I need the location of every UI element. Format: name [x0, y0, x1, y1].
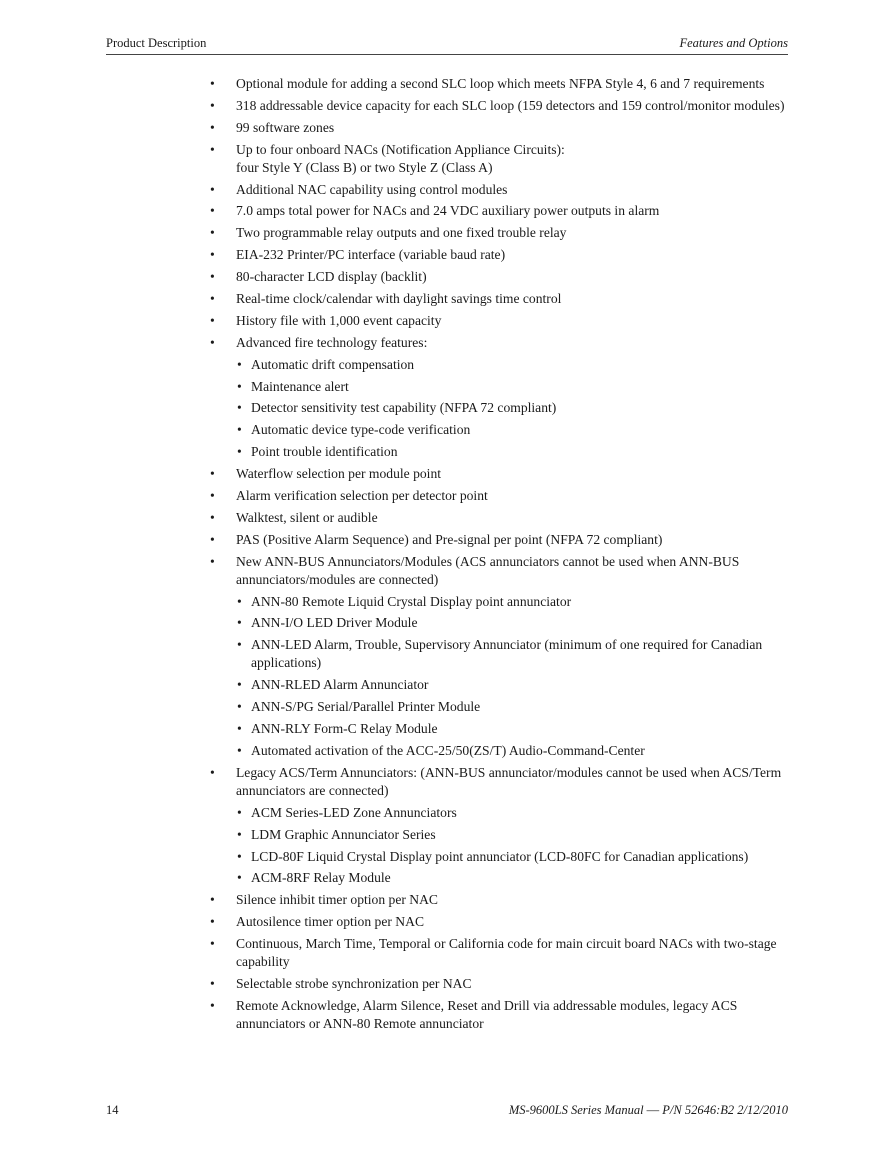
sub-list-item: • Automated activation of the ACC-25/50(ZS/T) Audio-Command-Center [236, 742, 788, 760]
header-section-title: Product Description [106, 36, 207, 50]
list-item: • Selectable strobe synchronization per NAC [208, 975, 788, 993]
sub-list [236, 804, 788, 888]
sub-list-item: • ANN-S/PG Serial/Parallel Printer Module [236, 698, 788, 716]
sub-list-item: • Detector sensitivity test capability (NFPA 72 compliant) [236, 399, 788, 417]
sub-list-item: • ACM-8RF Relay Module [236, 869, 788, 887]
sub-list-item: • ANN-RLED Alarm Annunciator [236, 676, 788, 694]
list-item: • Continuous, March Time, Temporal or California code for main circuit board NACs with two-stage capability [208, 935, 788, 971]
list-item: • PAS (Positive Alarm Sequence) and Pre-signal per point (NFPA 72 compliant) [208, 531, 788, 549]
list-item: • Walktest, silent or audible [208, 509, 788, 527]
list-item: • Legacy ACS/Term Annunciators: (ANN-BUS annunciator/modules cannot be used when ACS/Term annunciators are connected) • ACM Series-LED Zone Annunciators • LDM Graphic Annunciator Series • LCD-80F Liquid Crystal Display point annunciator (LCD-80FC for Canadian applications) • ACM-8RF Relay Module [208, 764, 788, 888]
list-item: • Advanced fire technology features: • Automatic drift compensation • Maintenance alert • Detector sensitivity test capability (NFPA 72 compliant) • Automatic device type-code verification • Point trouble identification [208, 334, 788, 461]
page-number: 14 [106, 1103, 119, 1117]
list-item: • Silence inhibit timer option per NAC [208, 891, 788, 909]
feature-list-container [208, 75, 788, 1037]
list-item: • Additional NAC capability using control modules [208, 181, 788, 199]
sub-list-item: • ANN-RLY Form-C Relay Module [236, 720, 788, 738]
list-item: • 80-character LCD display (backlit) [208, 268, 788, 286]
sub-list-item: • Maintenance alert [236, 378, 788, 396]
header-chapter-title: Features and Options [679, 36, 788, 50]
list-item: • 99 software zones [208, 119, 788, 137]
list-item: • Autosilence timer option per NAC [208, 913, 788, 931]
sub-list-item: • Automatic drift compensation [236, 356, 788, 374]
footer-part-number: P/N 52646:B2 2/12/2010 [662, 1103, 788, 1117]
list-item: • Alarm verification selection per detector point [208, 487, 788, 505]
list-item: • Two programmable relay outputs and one fixed trouble relay [208, 224, 788, 242]
list-item: • History file with 1,000 event capacity [208, 312, 788, 330]
list-item: • Waterflow selection per module point [208, 465, 788, 483]
feature-list [208, 75, 788, 1033]
sub-list-item: • ANN-80 Remote Liquid Crystal Display point annunciator [236, 593, 788, 611]
page-header [106, 36, 788, 55]
list-item: • 318 addressable device capacity for each SLC loop (159 detectors and 159 control/monitor modules) [208, 97, 788, 115]
page-footer [106, 1103, 788, 1118]
sub-list-item: • ANN-I/O LED Driver Module [236, 614, 788, 632]
list-item: • Real-time clock/calendar with daylight savings time control [208, 290, 788, 308]
sub-list-item: • ANN-LED Alarm, Trouble, Supervisory Annunciator (minimum of one required for Canadian applications) [236, 636, 788, 672]
list-item: • Optional module for adding a second SLC loop which meets NFPA Style 4, 6 and 7 requirements [208, 75, 788, 93]
sub-list-item: • Point trouble identification [236, 443, 788, 461]
list-item: • 7.0 amps total power for NACs and 24 VDC auxiliary power outputs in alarm [208, 202, 788, 220]
sub-list-item: • Automatic device type-code verification [236, 421, 788, 439]
footer-manual-title: MS-9600LS Series Manual [508, 1103, 644, 1117]
sub-list-item: • LDM Graphic Annunciator Series [236, 826, 788, 844]
list-item: • New ANN-BUS Annunciators/Modules (ACS annunciators cannot be used when ANN-BUS annunciators/modules are connected) • ANN-80 Remote Liquid Crystal Display point annunciator • ANN-I/O LED Driver Module • ANN-LED Alarm, Trouble, Supervisory Annunciator (minimum of one required for Canadian applications) • ANN-RLED Alarm Annunciator • ANN-S/PG Serial/Parallel Printer Module • ANN-RLY Form-C Relay Module • Automated activation of the ACC-25/50(ZS/T) Audio-Command-Center [208, 553, 788, 760]
footer-document-id [509, 1103, 788, 1118]
list-item: • Up to four onboard NACs (Notification Appliance Circuits): four Style Y (Class B) or two Style Z (Class A) [208, 141, 788, 177]
sub-list-item: • LCD-80F Liquid Crystal Display point annunciator (LCD-80FC for Canadian applications) [236, 848, 788, 866]
footer-separator: — [643, 1103, 663, 1117]
sub-list-item: • ACM Series-LED Zone Annunciators [236, 804, 788, 822]
list-item: • Remote Acknowledge, Alarm Silence, Reset and Drill via addressable modules, legacy ACS annunciators or ANN-80 Remote annunciator [208, 997, 788, 1033]
sub-list [236, 593, 788, 760]
sub-list [236, 356, 788, 462]
list-item: • EIA-232 Printer/PC interface (variable baud rate) [208, 246, 788, 264]
